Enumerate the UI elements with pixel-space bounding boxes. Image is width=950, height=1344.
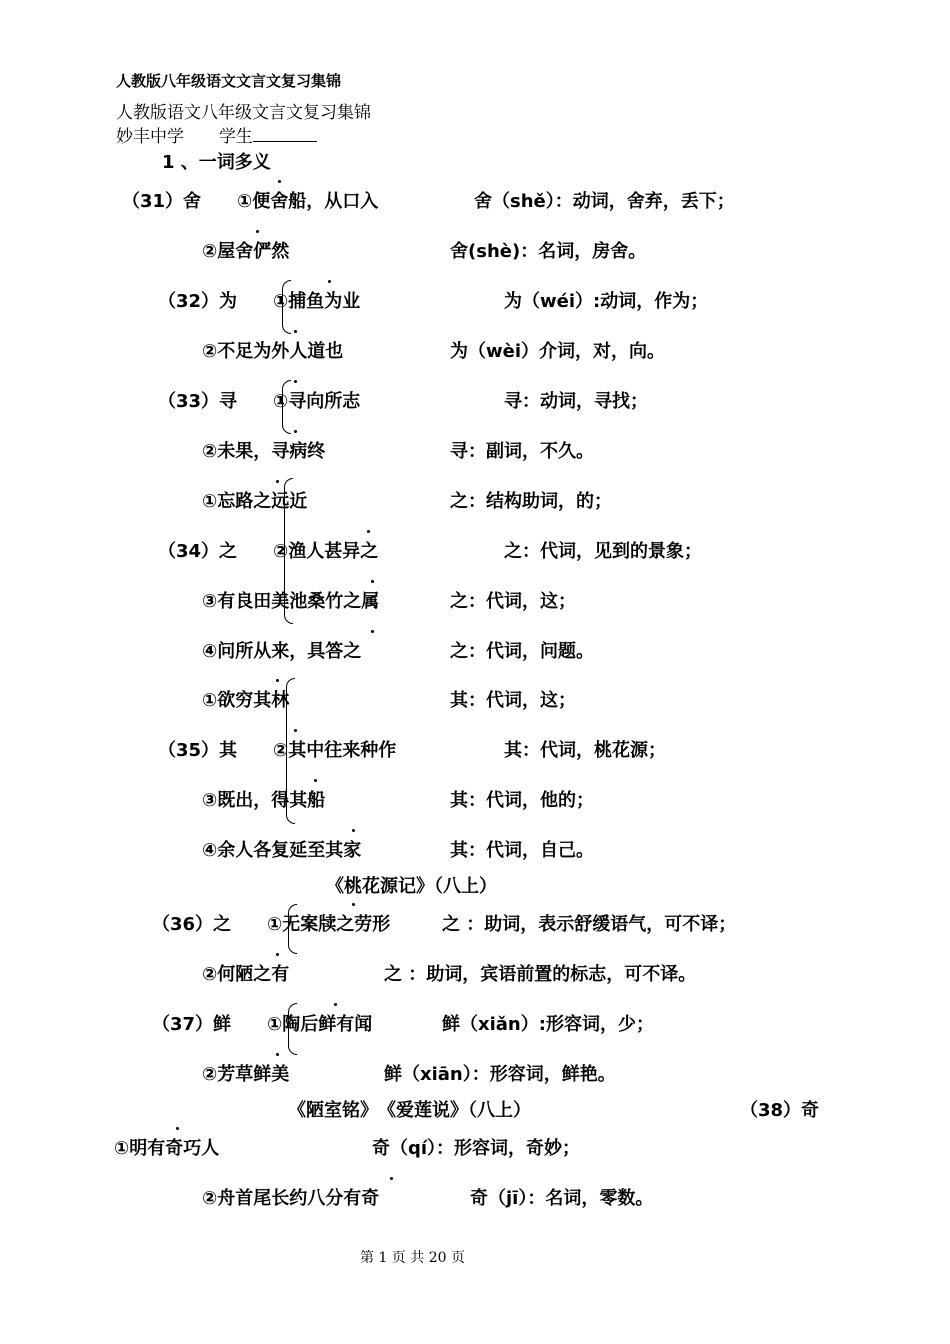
entry-36-2-left: ②何陋之有	[202, 964, 290, 985]
page-footer: 第 1 页 共 20 页	[360, 1250, 465, 1266]
entry-37-2-right: 鲜（xiān）：形容词，鲜艳。	[384, 1064, 616, 1085]
emphasis-dot	[276, 1053, 279, 1056]
entry-35-2-left: （35）其 ②其中往来种作	[158, 740, 397, 761]
entry-38-2-right: 奇（jī）：名词，零数。	[470, 1188, 654, 1209]
emphasis-dot	[276, 953, 279, 956]
school-name: 妙丰中学	[116, 127, 184, 147]
entry-32-1-left: （32）为 ①捕鱼为业	[158, 291, 361, 312]
brace-36	[288, 904, 297, 954]
entry-35-2-right: 其：代词，桃花源；	[504, 740, 666, 761]
emphasis-dot	[371, 580, 374, 583]
entry-33-1-left: （33）寻 ①寻向所志	[158, 391, 361, 412]
entry-38-1-right: 奇（qí）：形容词，奇妙；	[372, 1138, 581, 1159]
emphasis-dot	[352, 829, 355, 832]
student-label: 学生	[218, 127, 253, 147]
source-title-loushiming-ailianshuo: 《陋室铭》 《爱莲说》（八上）	[288, 1100, 531, 1121]
entry-31-1-left: （31）舍 ①便舍船，从口入	[122, 191, 379, 212]
entry-32-2-left: ②不足为外人道也	[202, 341, 344, 362]
entry-36-1-right: 之 ：助词，表示舒缓语气，可不译；	[442, 914, 737, 935]
emphasis-dot	[276, 480, 279, 483]
running-header: 人教版八年级语文文言文复习集锦	[116, 72, 342, 90]
entry-38-2-left: ②舟首尾长约八分有奇	[202, 1188, 380, 1209]
entry-33-1-right: 寻：动词，寻找；	[504, 391, 648, 412]
emphasis-dot	[176, 1127, 179, 1130]
emphasis-dot	[278, 180, 281, 183]
entry-38-1-left: ①明有奇巧人	[114, 1138, 220, 1159]
entry-34-1-left: ①忘路之远近	[202, 491, 308, 512]
entry-34-3-left: ③有良田美池桑竹之属	[202, 591, 380, 612]
entry-34-4-left: ④问所从来，具答之	[202, 641, 362, 662]
entry-31-1-right: 舍（shě）：动词，舍弃，丢下；	[474, 191, 735, 212]
entry-37-2-left: ②芳草鲜美	[202, 1064, 290, 1085]
emphasis-dot	[314, 779, 317, 782]
emphasis-dot	[294, 330, 297, 333]
entry-34-4-right: 之：代词，问题。	[450, 641, 594, 662]
entry-34-3-right: 之：代词，这；	[450, 591, 576, 612]
emphasis-dot	[352, 903, 355, 906]
emphasis-dot	[294, 729, 297, 732]
entry-35-3-left: ③既出，得其船	[202, 790, 326, 811]
entry-31-2-right: 舍(shè)：名词，房舍。	[450, 241, 647, 262]
student-name-blank[interactable]	[253, 127, 317, 142]
entry-37-1-left: （37）鲜 ①陶后鲜有闻	[152, 1014, 373, 1035]
entry-34-1-right: 之：结构助词，的；	[450, 491, 612, 512]
entry-32-1-right: 为（wéi）:动词，作为；	[504, 291, 709, 312]
emphasis-dot	[276, 679, 279, 682]
emphasis-dot	[294, 380, 297, 383]
brace-33	[282, 380, 291, 434]
emphasis-dot	[367, 530, 370, 533]
entry-33-2-left: ②未果，寻病终	[202, 441, 326, 462]
brace-35	[286, 678, 295, 824]
entry-36-2-right: 之 ：助词，宾语前置的标志，可不译。	[384, 964, 697, 985]
entry-35-1-right: 其：代词，这；	[450, 690, 576, 711]
brace-34	[284, 478, 293, 624]
entry-31-2-left: ②屋舍俨然	[202, 241, 290, 262]
entry-32-2-right: 为（wèi）介词，对，向。	[450, 341, 666, 362]
section-title: 1 、一词多义	[162, 152, 271, 173]
brace-32	[282, 280, 291, 334]
entry-35-4-right: 其：代词，自己。	[450, 840, 594, 861]
document-title: 人教版语文八年级文言文复习集锦	[116, 103, 371, 123]
entry-36-1-left: （36）之 ①无案牍之劳形	[152, 914, 391, 935]
entry-35-4-left: ④余人各复延至其家	[202, 840, 362, 861]
emphasis-dot	[256, 230, 259, 233]
entry-35-3-right: 其：代词，他的；	[450, 790, 594, 811]
school-line	[116, 122, 317, 147]
entry-34-2-right: 之：代词，见到的景象；	[504, 541, 702, 562]
entry-38-head: （38）奇	[740, 1100, 820, 1121]
emphasis-dot	[371, 630, 374, 633]
brace-37	[288, 1003, 297, 1055]
entry-35-1-left: ①欲穷其林	[202, 690, 290, 711]
emphasis-dot	[294, 430, 297, 433]
emphasis-dot	[390, 1177, 393, 1180]
entry-33-2-right: 寻：副词，不久。	[450, 441, 594, 462]
emphasis-dot	[334, 1003, 337, 1006]
emphasis-dot	[328, 280, 331, 283]
source-title-taohuayuanji: 《桃花源记》（八上）	[326, 876, 497, 897]
entry-37-1-right: 鲜（xiǎn）:形容词，少；	[442, 1014, 654, 1035]
entry-34-2-left: （34）之 ②渔人甚异之	[158, 541, 379, 562]
